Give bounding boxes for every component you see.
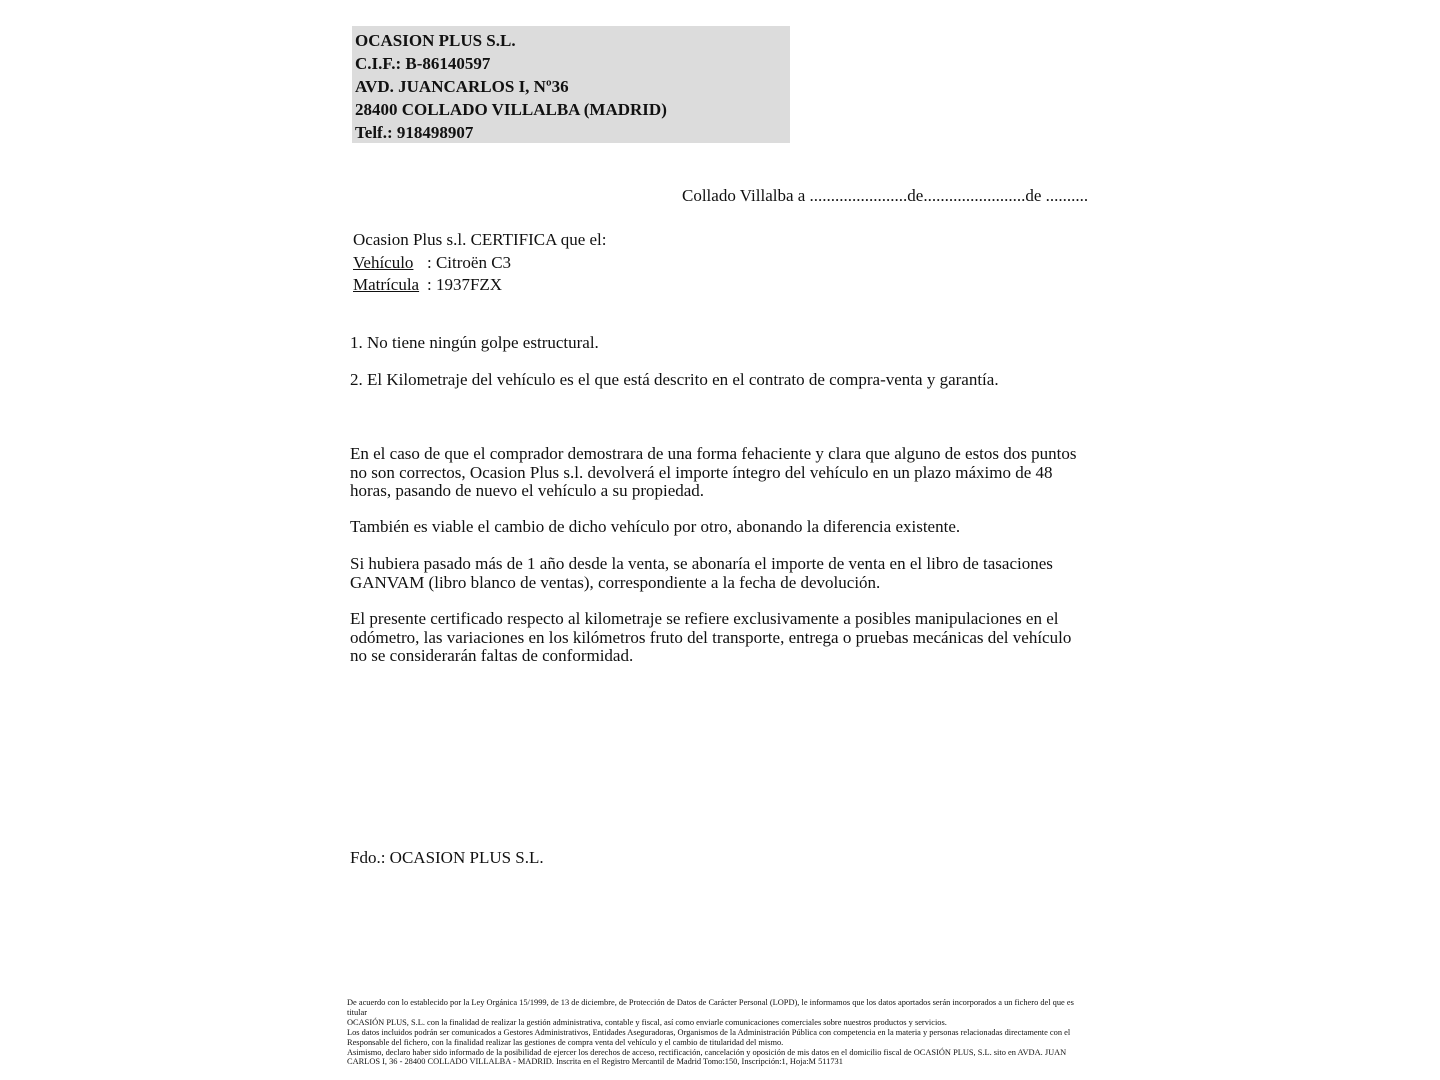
footer-line: Asimismo, declaro haber sido informado de la posibilidad de ejercer los derechos de acceso, rectificación, cancelación y oposición de mis datos en el domicilio fiscal de OCASIÓN PLUS, S.L. sito en AVDA. JUAN	[347, 1047, 1067, 1057]
footer-line: OCASIÓN PLUS, S.L. con la finalidad de realizar la gestión administrativa, contable y fiscal, así como enviarle comunicaciones comerciales sobre nuestros productos y servicios.	[347, 1017, 947, 1027]
footer-line: Responsable del fichero, con la finalidad realizar las gestiones de compra venta del vehículo y el cambio de titularidad del mismo.	[347, 1037, 784, 1047]
vehicle-label: Vehículo	[353, 252, 414, 272]
paragraph-odometer: El presente certificado respecto al kilometraje se refiere exclusivamente a posibles manipulaciones en el odómetro, las variaciones en los kilómetros fruto del transporte, entrega o pruebas mecánicas del vehículo no se considerarán faltas de conformidad.	[350, 609, 1072, 665]
certification-block	[353, 229, 607, 297]
certification-intro: Ocasion Plus s.l. CERTIFICA que el:	[353, 230, 607, 249]
plate-row	[353, 274, 607, 297]
company-name: OCASION PLUS S.L.	[355, 31, 516, 50]
company-cif: C.I.F.: B-86140597	[355, 54, 491, 73]
point-2: 2. El Kilometraje del vehículo es el que está descrito en el contrato de compra-venta y garantía.	[350, 370, 999, 389]
vehicle-value: : Citroën C3	[427, 252, 512, 272]
footer-line: Los datos incluidos podrán ser comunicados a Gestores Administrativos, Entidades Aseguradoras, Organismos de la Administración Pública con competencia en la materia y personas relacionadas directamente con el	[347, 1027, 1071, 1037]
paragraph-ganvam: Si hubiera pasado más de 1 año desde la venta, se abonaría el importe de venta en el libro de tasaciones GANVAM (libro blanco de ventas), correspondiente a la fecha de devolución.	[350, 554, 1053, 592]
vehicle-row	[353, 252, 607, 275]
footer-line: CARLOS I, 36 - 28400 COLLADO VILLALBA - MADRID. Inscrita en el Registro Mercantil de Madrid Tomo:150, Inscripción:1, Hoja:M 511731	[347, 1057, 843, 1067]
company-address: AVD. JUANCARLOS I, Nº36	[355, 77, 569, 96]
footer-line: De acuerdo con lo establecido por la Ley Orgánica 15/1999, de 13 de diciembre, de Protección de Datos de Carácter Personal (LOPD), le informamos que los datos aportados serán incorporados a un fichero del que es titular	[347, 998, 1074, 1017]
company-city: 28400 COLLADO VILLALBA (MADRID)	[355, 100, 667, 119]
company-phone: Telf.: 918498907	[355, 123, 474, 142]
plate-value: : 1937FZX	[427, 275, 503, 294]
signature: Fdo.: OCASION PLUS S.L.	[350, 848, 544, 867]
paragraph-exchange: También es viable el cambio de dicho vehículo por otro, abonando la diferencia existente.	[350, 517, 961, 536]
date-line: Collado Villalba a .......................de........................de ..........	[682, 186, 1089, 205]
paragraph-refund: En el caso de que el comprador demostrara de una forma fehaciente y clara que alguno de estos dos puntos no son correctos, Ocasion Plus s.l. devolverá el importe íntegro del vehículo en un plazo máximo de 48 horas, pasando de nuevo el vehículo a su propiedad.	[350, 444, 1077, 500]
point-1: 1. No tiene ningún golpe estructural.	[350, 333, 599, 352]
plate-label: Matrícula	[353, 275, 420, 294]
company-header	[352, 26, 790, 143]
legal-footer	[347, 998, 1092, 1067]
